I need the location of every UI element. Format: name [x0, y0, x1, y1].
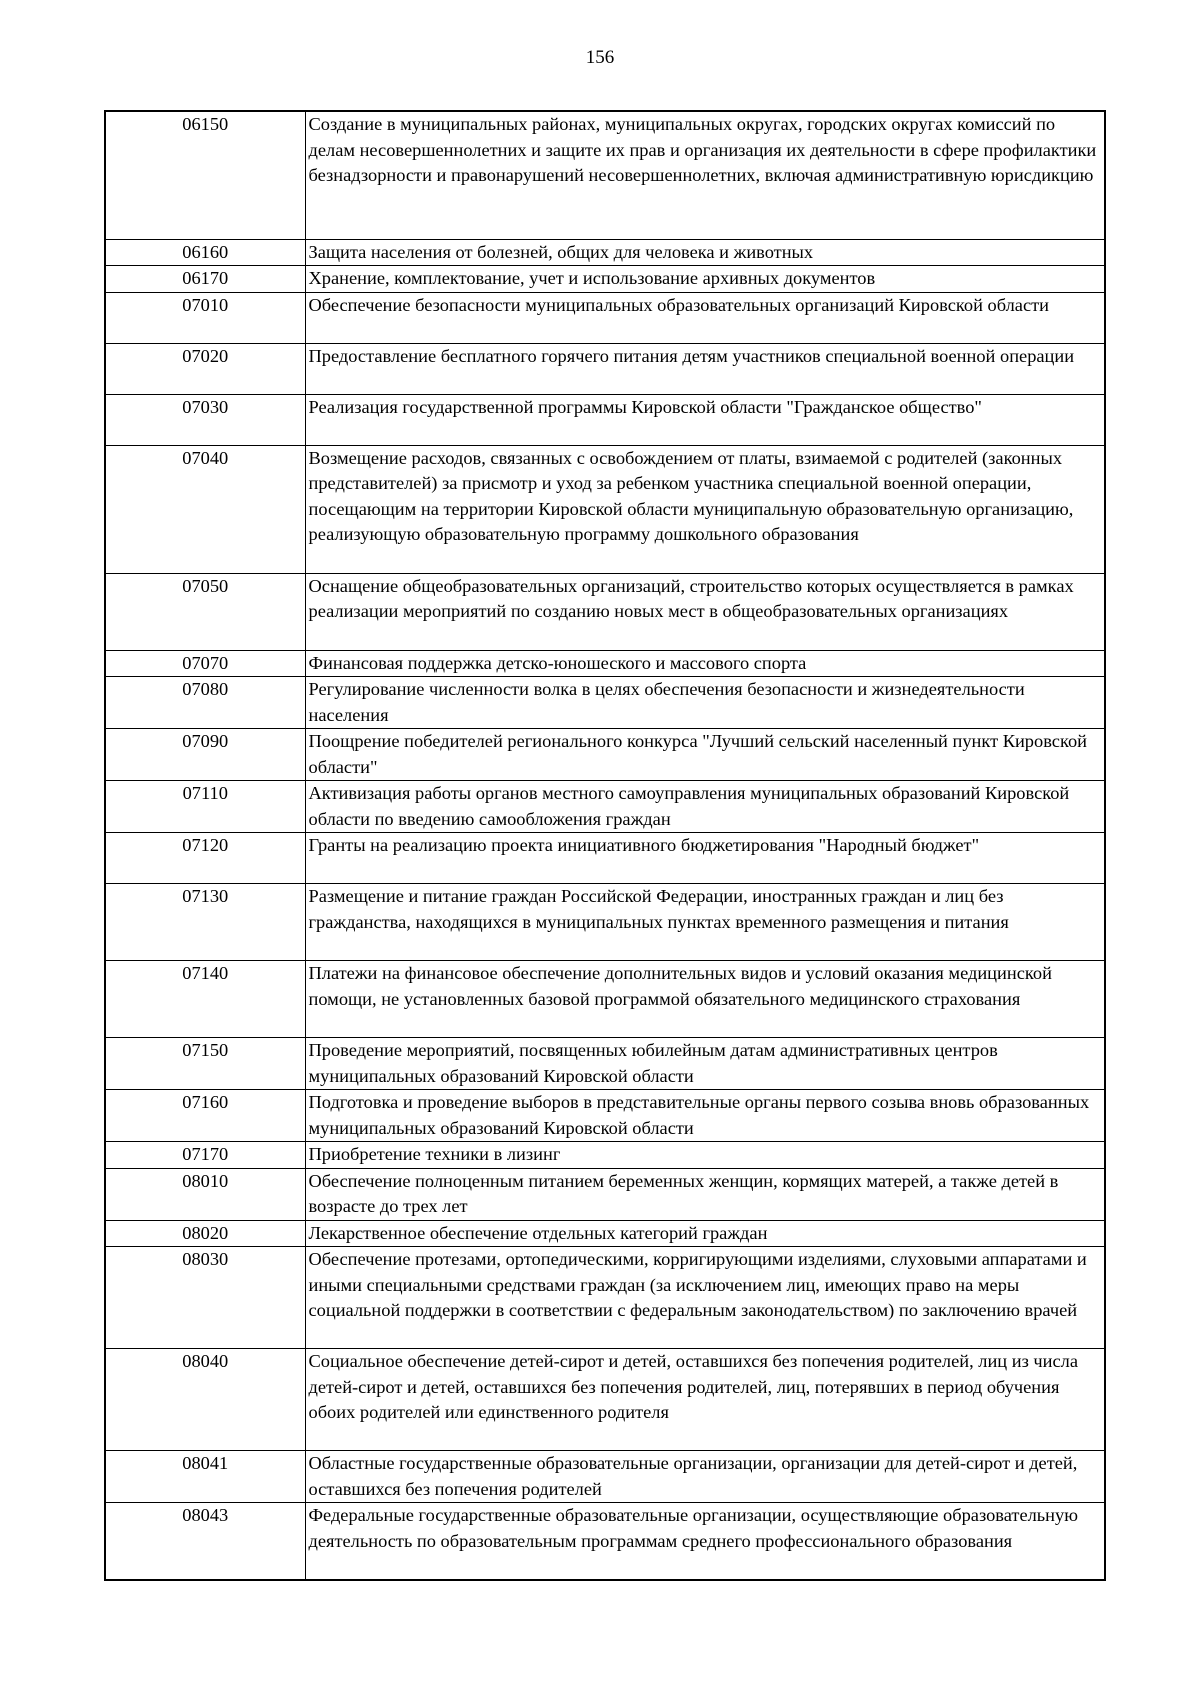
row-code: 07020 [105, 343, 305, 394]
row-code: 07160 [105, 1090, 305, 1142]
row-description: Гранты на реализацию проекта инициативного бюджетирования "Народный бюджет" [305, 833, 1105, 884]
row-description: Обеспечение протезами, ортопедическими, корригирующими изделиями, слуховыми аппаратами и иными специальными средствами граждан (за исключением лиц, имеющих право на меры социальной поддержки в соответствии с федеральным законодательством) по заключению врачей [305, 1247, 1105, 1349]
row-description: Финансовая поддержка детско-юношеского и массового спорта [305, 650, 1105, 677]
table-row [105, 266, 1105, 293]
table-row [105, 1349, 1105, 1451]
page-number: 156 [585, 47, 615, 68]
table-row [105, 1247, 1105, 1349]
row-code: 07030 [105, 394, 305, 445]
table-row [105, 1038, 1105, 1090]
row-description: Предоставление бесплатного горячего питания детям участников специальной военной операции [305, 343, 1105, 394]
table-row [105, 292, 1105, 343]
row-code: 07130 [105, 884, 305, 961]
row-code: 08043 [105, 1503, 305, 1580]
table-row [105, 239, 1105, 266]
table-row [105, 729, 1105, 781]
table-row [105, 1142, 1105, 1169]
row-description: Лекарственное обеспечение отдельных категорий граждан [305, 1220, 1105, 1247]
row-description: Федеральные государственные образовательные организации, осуществляющие образовательную деятельность по образовательным программам среднего профессионального образования [305, 1503, 1105, 1580]
table-row [105, 650, 1105, 677]
row-description: Активизация работы органов местного самоуправления муниципальных образований Кировской области по введению самообложения граждан [305, 781, 1105, 833]
row-code: 06150 [105, 111, 305, 239]
row-code: 07150 [105, 1038, 305, 1090]
table-row [105, 343, 1105, 394]
row-code: 07050 [105, 573, 305, 650]
row-code: 08020 [105, 1220, 305, 1247]
row-description: Хранение, комплектование, учет и использование архивных документов [305, 266, 1105, 293]
row-description: Обеспечение полноценным питанием беременных женщин, кормящих матерей, а также детей в возрасте до трех лет [305, 1168, 1105, 1220]
codes-table [104, 110, 1106, 1581]
row-code: 07120 [105, 833, 305, 884]
row-description: Оснащение общеобразовательных организаций, строительство которых осуществляется в рамках реализации мероприятий по созданию новых мест в общеобразовательных организациях [305, 573, 1105, 650]
row-code: 07090 [105, 729, 305, 781]
table-row [105, 884, 1105, 961]
table-row [105, 781, 1105, 833]
table-row [105, 833, 1105, 884]
table-row [105, 573, 1105, 650]
row-code: 07080 [105, 677, 305, 729]
table-row [105, 961, 1105, 1038]
row-description: Размещение и питание граждан Российской Федерации, иностранных граждан и лиц без гражданства, находящихся в муниципальных пунктах временного размещения и питания [305, 884, 1105, 961]
row-code: 08010 [105, 1168, 305, 1220]
table-row [105, 677, 1105, 729]
row-description: Поощрение победителей регионального конкурса "Лучший сельский населенный пункт Кировской области" [305, 729, 1105, 781]
row-code: 06160 [105, 239, 305, 266]
row-code: 07140 [105, 961, 305, 1038]
table-row [105, 1220, 1105, 1247]
table-row [105, 1090, 1105, 1142]
row-description: Обеспечение безопасности муниципальных образовательных организаций Кировской области [305, 292, 1105, 343]
table-row [105, 394, 1105, 445]
row-description: Областные государственные образовательные организации, организации для детей-сирот и детей, оставшихся без попечения родителей [305, 1451, 1105, 1503]
codes-table-body [105, 111, 1105, 1580]
row-code: 07110 [105, 781, 305, 833]
row-code: 07040 [105, 445, 305, 573]
row-code: 08030 [105, 1247, 305, 1349]
row-code: 07170 [105, 1142, 305, 1169]
row-description: Реализация государственной программы Кировской области "Гражданское общество" [305, 394, 1105, 445]
row-code: 07070 [105, 650, 305, 677]
row-description: Возмещение расходов, связанных с освобождением от платы, взимаемой с родителей (законных представителей) за присмотр и уход за ребенком участника специальной военной операции, посещающим на территории Кировской области муниципальную образовательную организацию, реализующую образовательную программу дошкольного образования [305, 445, 1105, 573]
row-code: 07010 [105, 292, 305, 343]
row-description: Защита населения от болезней, общих для человека и животных [305, 239, 1105, 266]
table-row [105, 111, 1105, 239]
row-code: 08040 [105, 1349, 305, 1451]
row-code: 08041 [105, 1451, 305, 1503]
row-description: Регулирование численности волка в целях обеспечения безопасности и жизнедеятельности населения [305, 677, 1105, 729]
row-code: 06170 [105, 266, 305, 293]
row-description: Социальное обеспечение детей-сирот и детей, оставшихся без попечения родителей, лиц из числа детей-сирот и детей, оставшихся без попечения родителей, лиц, потерявших в период обучения обоих родителей или единственного родителя [305, 1349, 1105, 1451]
table-row [105, 1451, 1105, 1503]
row-description: Проведение мероприятий, посвященных юбилейным датам административных центров муниципальных образований Кировской области [305, 1038, 1105, 1090]
row-description: Приобретение техники в лизинг [305, 1142, 1105, 1169]
row-description: Подготовка и проведение выборов в представительные органы первого созыва вновь образованных муниципальных образований Кировской области [305, 1090, 1105, 1142]
table-row [105, 1168, 1105, 1220]
row-description: Создание в муниципальных районах, муниципальных округах, городских округах комиссий по делам несовершеннолетних и защите их прав и организация их деятельности в сфере профилактики безнадзорности и правонарушений несовершеннолетних, включая административную юрисдикцию [305, 111, 1105, 239]
table-row [105, 445, 1105, 573]
row-description: Платежи на финансовое обеспечение дополнительных видов и условий оказания медицинской помощи, не установленных базовой программой обязательного медицинского страхования [305, 961, 1105, 1038]
table-row [105, 1503, 1105, 1580]
